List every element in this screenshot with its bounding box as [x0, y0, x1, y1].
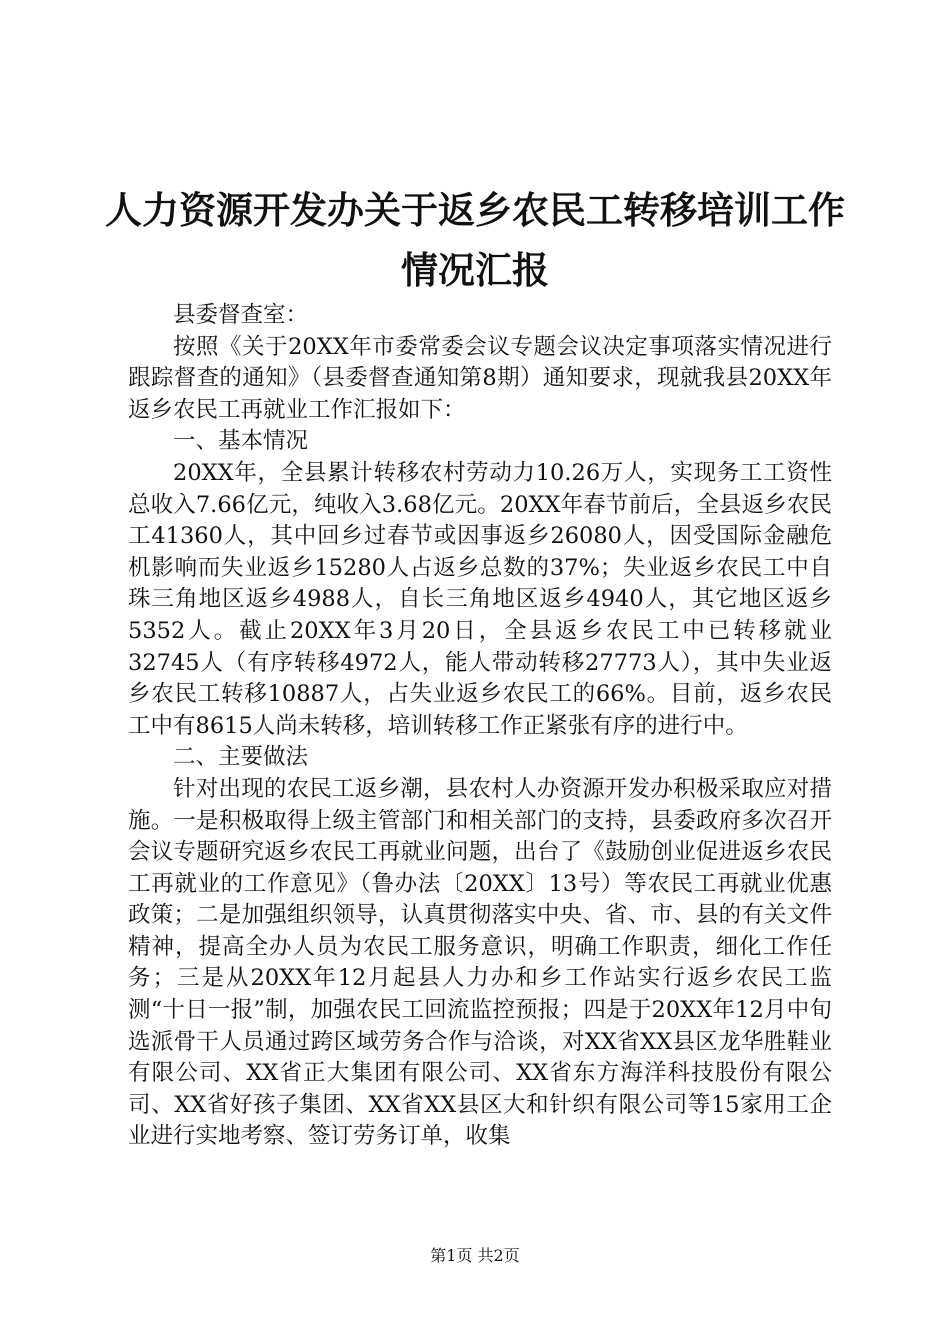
document-title-line-2: 情况汇报: [401, 248, 549, 292]
section-heading-basic: 一、基本情况: [173, 428, 309, 455]
page-number-footer: 第1页 共2页: [430, 1246, 520, 1265]
section-heading-practices: 二、主要做法: [173, 744, 309, 771]
document-body: [128, 300, 832, 1153]
document-title-line-1: 人力资源开发办关于返乡农民工转移培训工作: [105, 188, 845, 232]
intro-paragraph: 按照《关于20XX年市委常委会议专题会议决定事项落实情况进行跟踪督查的通知》（县委督查通知第8期）通知要求，现就我县20XX年返乡农民工再就业工作汇报如下：: [128, 333, 832, 423]
salutation: 县委督查室：: [173, 302, 309, 328]
practices-paragraph: 针对出现的农民工返乡潮，县农村人办资源开发办积极采取应对措施。一是积极取得上级主管部门和相关部门的支持，县委政府多次召开会议专题研究返乡农民工再就业问题，出台了《鼓励创业促进返乡农民工再就业的工作意见》（鲁办法〔20XX〕13号）等农民工再就业优惠政策；二是加强组织领导，认真贯彻落实中央、省、市、县的有关文件精神，提高全办人员为农民工服务意识，明确工作职责，细化工作任务；三是从20XX年12月起县人力办和乡工作站实行返乡农民工监测“十日一报”制，加强农民工回流监控预报；四是于20XX年12月中旬选派骨干人员通过跨区域劳务合作与洽谈，对XX省XX县区龙华胜鞋业有限公司、XX省正大集团有限公司、XX省东方海洋科技股份有限公司、XX省好孩子集团、XX省XX县区大和针织有限公司等15家用工企业进行实地考察、签订劳务订单，收集: [128, 775, 832, 1150]
basic-situation-paragraph: 20XX年，全县累计转移农村劳动力10.26万人，实现务工工资性总收入7.66亿元，纯收入3.68亿元。20XX年春节前后，全县返乡农民工41360人，其中回乡过春节或因事返乡26080人，因受国际金融危机影响而失业返乡15280人占返乡总数的37%；失业返乡农民工中自珠三角地区返乡4988人，自长三角地区返乡4940人，其它地区返乡5352人。截止20XX年3月20日，全县返乡农民工中已转移就业32745人（有序转移4972人，能人带动转移27773人），其中失业返乡农民工转移10887人，占失业返乡农民工的66%。目前，返乡农民工中有8615人尚未转移，培训转移工作正紧张有序的进行中。: [128, 459, 832, 739]
